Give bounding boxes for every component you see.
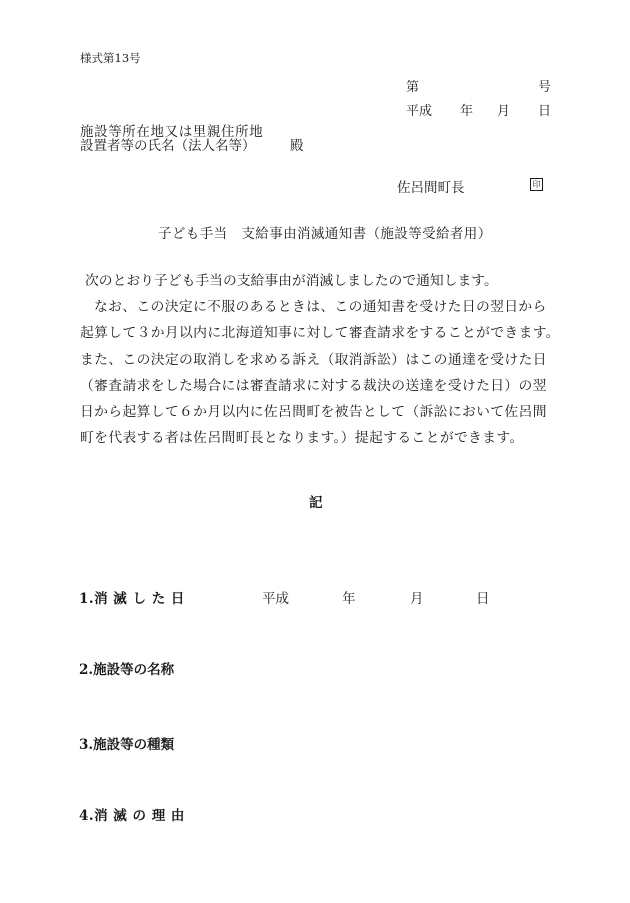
issue-date-month: 月 [497, 104, 511, 119]
recipient-name-label: 設置者等の氏名（法人名等） [80, 138, 256, 154]
item-1-date-era: 平成 [262, 591, 289, 607]
seal-mark: 印 [530, 178, 543, 191]
document-number-label: 第 [406, 80, 420, 95]
form-number: 様式第13号 [80, 51, 141, 65]
item-2-label: 2.施設等の名称 [79, 662, 175, 678]
item-1-date-day: 日 [476, 591, 490, 607]
item-1-date-month: 月 [410, 591, 424, 607]
body-paragraph-2: なお、この決定に不服のあるときは、この通知書を受けた日の翌日から起算して３か月以内に北海道知事に対して審査請求をすることができます。また、この決定の取消しを求める訴え（取消訴訟）はこの通達を受けた日（審査請求をした場合には審査請求に対する裁決の送達を受けた日）の翌日から起算して６か月以内に佐呂間町を被告として（訴訟において佐呂間町を代表する者は佐呂間町長となります。）提起することができます。 [80, 299, 560, 447]
item-4-label: 4.消 滅 の 理 由 [79, 808, 185, 824]
sender-title: 佐呂間町長 [397, 180, 465, 196]
body-paragraph-1: 次のとおり子ども手当の支給事由が消滅しましたので通知します。 [85, 273, 498, 289]
issue-date-year: 年 [460, 104, 474, 119]
recipient-honorific: 殿 [290, 138, 304, 154]
recipient-address-label: 施設等所在地又は里親住所地 [80, 124, 264, 140]
document-title: 子ども手当 支給事由消滅通知書（施設等受給者用） [158, 226, 492, 242]
document-number-suffix: 号 [538, 80, 552, 95]
item-1-date-year: 年 [342, 591, 356, 607]
body-text [80, 268, 560, 451]
item-3-label: 3.施設等の種類 [79, 737, 175, 753]
issue-date-era: 平成 [406, 104, 433, 119]
item-1-label: 1.消 滅 し た 日 [79, 591, 185, 607]
ki-heading: 記 [309, 495, 323, 511]
issue-date-day: 日 [538, 104, 552, 119]
